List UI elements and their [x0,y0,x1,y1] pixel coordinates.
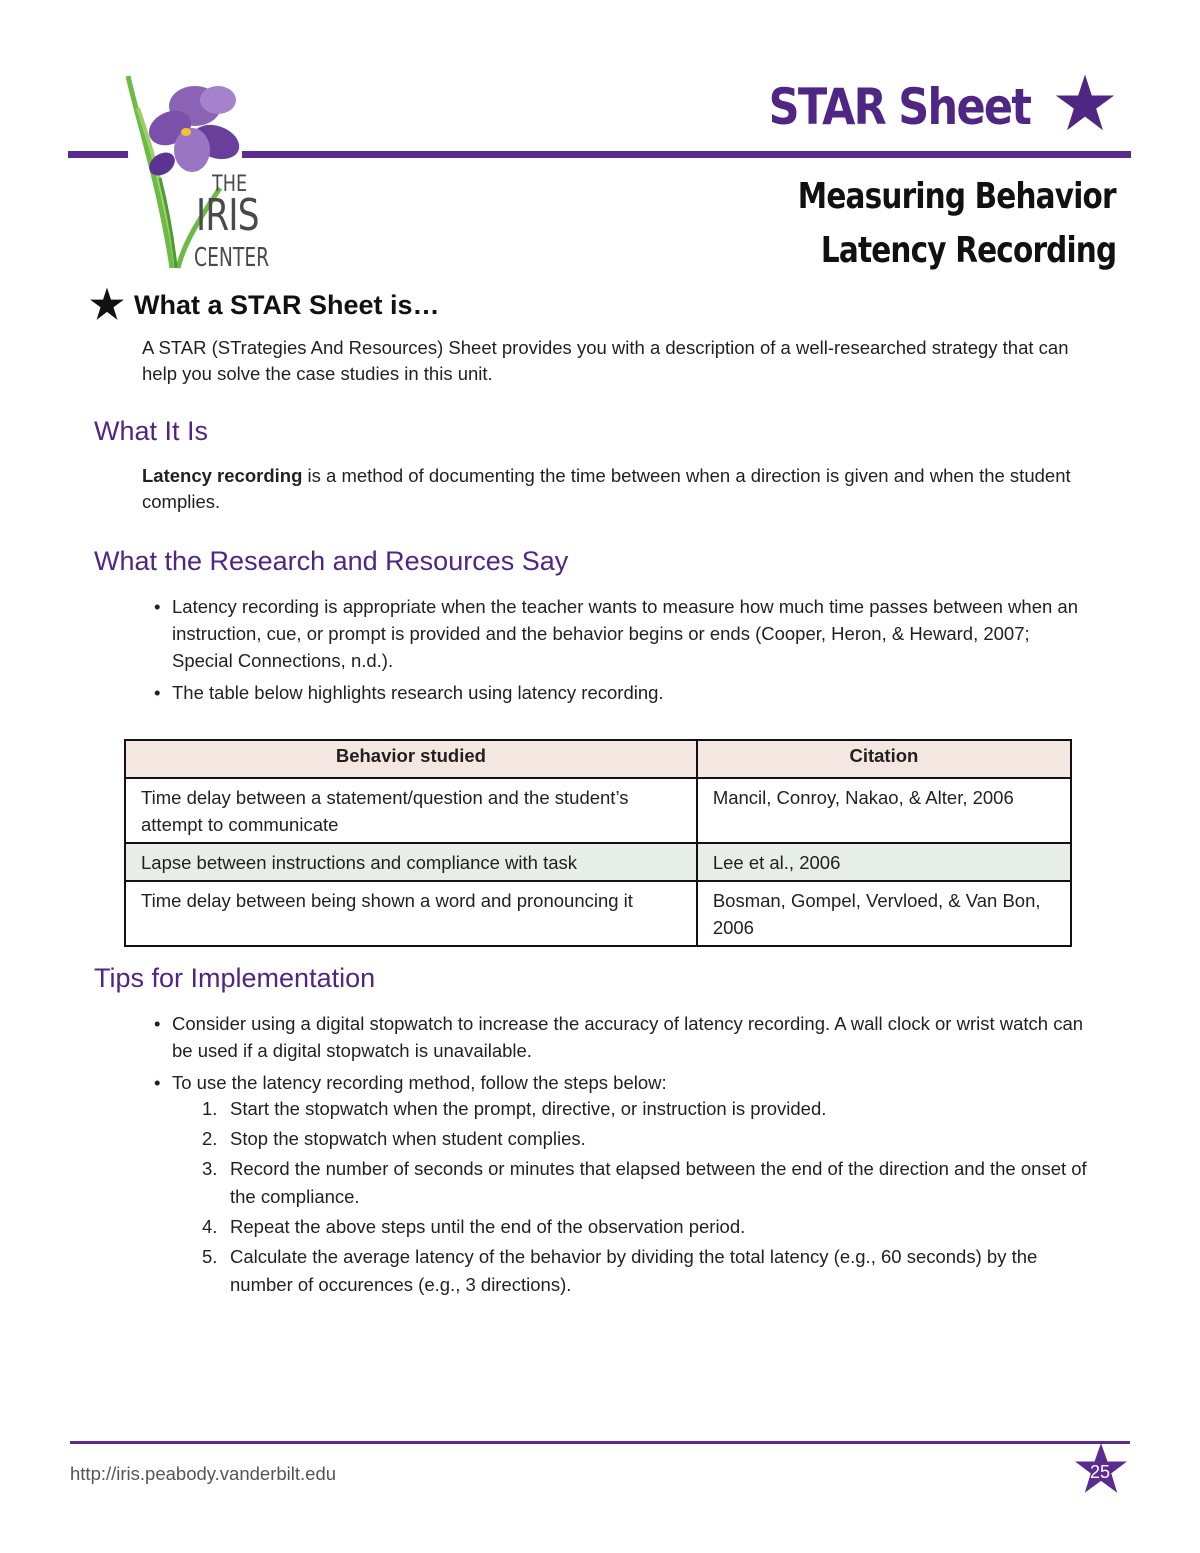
iris-center-logo [100,68,290,278]
logo-text-center: CENTER [194,243,270,273]
subtopic-title: Latency Recording [820,230,1116,271]
table-row [125,881,1071,946]
definition-term: Latency recording [142,465,303,486]
star-icon [1054,72,1116,134]
step-item: 3. Record the number of seconds or minutes that elapsed between the end of the direction and the onset of the compliance. [202,1158,1087,1207]
step-item: 1. Start the stopwatch when the prompt, directive, or instruction is provided. [202,1098,827,1119]
list-item: • The table below highlights research using latency recording. [154,682,664,703]
footer-rule [70,1441,1130,1444]
research-table [124,739,1072,947]
definition-text: is a method of documenting the time between when a direction is given and when the student complies. [142,465,1071,512]
table-header-row [125,740,1071,778]
citation-cell: Lee et al., 2006 [697,843,1071,881]
sheet-title: STAR Sheet [768,78,1030,136]
tips-heading: Tips for Implementation [94,963,376,993]
tips-bullets [154,1010,1094,1096]
list-item: • Consider using a digital stopwatch to increase the accuracy of latency recording. A wall clock or wrist watch can be used if a digital stopwatch is unavailable. [154,1013,1084,1061]
behavior-cell: Lapse between instructions and compliance with task [125,843,697,881]
behavior-cell: Time delay between being shown a word and pronouncing it [125,881,697,946]
step-item: 4. Repeat the above steps until the end of the observation period. [202,1216,746,1237]
logo-text-iris: IRIS [196,190,259,241]
intro-text: A STAR (STrategies And Resources) Sheet provides you with a description of a well-researched strategy that can help you solve the case studies in this unit. [142,337,1069,384]
column-header-behavior: Behavior studied [125,740,697,778]
step-item: 5. Calculate the average latency of the behavior by dividing the total latency (e.g., 60 seconds) by the number of occurences (e.g., 3 directions). [202,1246,1038,1295]
definition-paragraph [142,463,1102,515]
research-heading: What the Research and Resources Say [94,546,569,576]
footer-url-link[interactable]: http://iris.peabody.vanderbilt.edu [70,1463,337,1484]
table-row [125,843,1071,881]
citation-cell: Mancil, Conroy, Nakao, & Alter, 2006 [697,778,1071,843]
logo-text-the: THE [212,172,248,197]
step-item: 2. Stop the stopwatch when student complies. [202,1128,586,1149]
research-bullets [154,593,1094,711]
citation-cell: Bosman, Gompel, Vervloed, & Van Bon, 2006 [697,881,1071,946]
column-header-citation: Citation [697,740,1071,778]
topic-title: Measuring Behavior [798,176,1116,217]
steps-list [202,1095,1102,1301]
what-it-is-heading: What It Is [94,416,209,446]
behavior-cell: Time delay between a statement/question and the student’s attempt to communicate [125,778,697,843]
list-item: • Latency recording is appropriate when the teacher wants to measure how much time passes between when an instruction, cue, or prompt is provided and the behavior begins or ends (Cooper, Heron, & Heward, 2007; Special Connections, n.d.). [154,596,1078,671]
intro-star-icon [88,286,126,322]
page-number: 25 [1090,1462,1111,1482]
table-row [125,778,1071,843]
header-rule-right [242,151,1131,158]
intro-heading: What a STAR Sheet is… [134,290,440,320]
list-item: • To use the latency recording method, follow the steps below: [154,1072,667,1093]
